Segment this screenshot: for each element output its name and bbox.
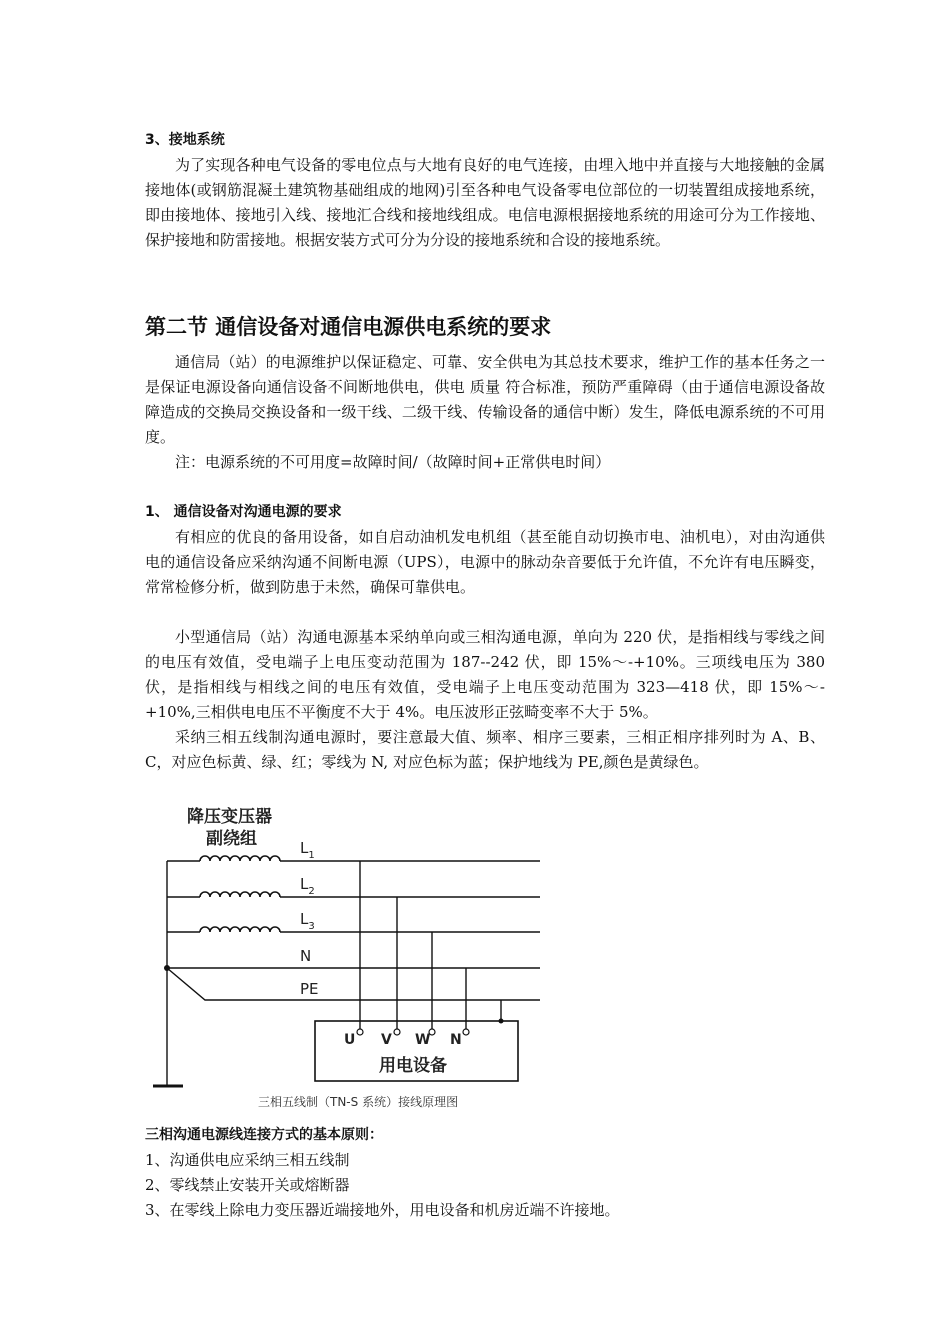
section2-note: 注：电源系统的不可用度=故障时间/（故障时间+正常供电时间） bbox=[175, 453, 611, 471]
diagram-caption: 三相五线制（TN-S 系统）接线原理图 bbox=[258, 1095, 459, 1109]
sub1-heading: 1、 通信设备对沟通电源的要求 bbox=[145, 504, 342, 520]
sub1-paragraph-3: 采纳三相五线制沟通电源时，要注意最大值、频率、相序三要素，三相正相序排列时为 A、B、C，对应色标黄、绿、红；零线为 N, 对应色标为蓝；保护地线为 PE,颜色是黄绿色。 bbox=[145, 728, 825, 771]
pe-junction-node bbox=[499, 1019, 504, 1024]
label-pe: PE bbox=[300, 980, 319, 998]
label-l1: $L_1$ bbox=[300, 839, 315, 861]
line-pe-wire bbox=[167, 968, 540, 1000]
star-point-node bbox=[164, 965, 170, 971]
terminal-w-label: W bbox=[415, 1032, 431, 1048]
sub1-paragraph-1: 有相应的优良的备用设备，如自启动油机发电机组（甚至能自动切换市电、油机电），对由沟通供电的通信设备应采纳沟通不间断电源（UPS），电源中的脉动杂音要低于允许值，不允许有电压瞬变，常常检修分析，做到防患于未然，确保可靠供电。 bbox=[145, 528, 825, 596]
tn-s-wiring-diagram bbox=[145, 803, 545, 1115]
line-l3-wire bbox=[167, 927, 540, 932]
terminal-u-label: U bbox=[344, 1032, 356, 1048]
terminal-u-icon bbox=[357, 1029, 363, 1035]
line-l2-wire bbox=[167, 892, 540, 897]
section2-title: 第二节 通信设备对通信电源供电系统的要求 bbox=[145, 315, 552, 339]
principle-item: 2、零线禁止安装开关或熔断器 bbox=[145, 1176, 350, 1194]
label-l2: $L_2$ bbox=[300, 875, 315, 897]
section2-paragraph: 通信局（站）的电源维护以保证稳定、可靠、安全供电为其总技术要求，维护工作的基本任务之一是保证电源设备向通信设备不间断地供电，供电 质量 符合标准，预防严重障碍（由于通信电源设备故障造成的交换局交换设备和一级干线、二级干线、传输设备的通信中断）发生，降低电源系统的不可用度。 bbox=[145, 353, 825, 446]
principles-heading: 三相沟通电源线连接方式的基本原则： bbox=[145, 1127, 383, 1143]
label-l3: $L_3$ bbox=[300, 910, 315, 932]
terminal-n-label: N bbox=[450, 1032, 462, 1048]
transformer-label-2: 副绕组 bbox=[206, 829, 257, 849]
principles-list bbox=[145, 1148, 825, 1223]
sec3-paragraph: 为了实现各种电气设备的零电位点与大地有良好的电气连接，由埋入地中并直接与大地接触的金属接地体(或钢筋混凝土建筑物基础组成的地网)引至各种电气设备零电位部位的一切装置组成接地系统，即由接地体、接地引入线、接地汇合线和接地线组成。电信电源根据接地系统的用途可分为工作接地、保护接地和防雷接地。根据安装方式可分为分设的接地系统和合设的接地系统。 bbox=[145, 156, 825, 249]
line-l1-wire bbox=[167, 856, 540, 861]
terminal-v-label: V bbox=[381, 1032, 392, 1048]
terminal-v-icon bbox=[394, 1029, 400, 1035]
principle-item: 3、在零线上除电力变压器近端接地外，用电设备和机房近端不许接地。 bbox=[145, 1201, 620, 1219]
sec3-heading: 3、接地系统 bbox=[145, 132, 225, 148]
principle-item: 1、沟通供电应采纳三相五线制 bbox=[145, 1151, 350, 1169]
load-device-label: 用电设备 bbox=[379, 1056, 447, 1076]
label-n: N bbox=[300, 947, 312, 965]
transformer-windings bbox=[167, 856, 540, 932]
transformer-label-1: 降压变压器 bbox=[187, 807, 272, 827]
terminal-n-icon bbox=[463, 1029, 469, 1035]
sub1-paragraph-2: 小型通信局（站）沟通电源基本采纳单向或三相沟通电源，单向为 220 伏，是指相线与零线之间的电压有效值，受电端子上电压变动范围为 187--242 伏，即 15%～-+10%。三项线电压为 380 伏，是指相线与相线之间的电压有效值，受电端子上电压变动范围为 323—418 伏，即 15%～-+10%,三相供电电压不平衡度不大于 4%。电压波形正弦畸变率不大于 5%。 bbox=[145, 628, 825, 721]
